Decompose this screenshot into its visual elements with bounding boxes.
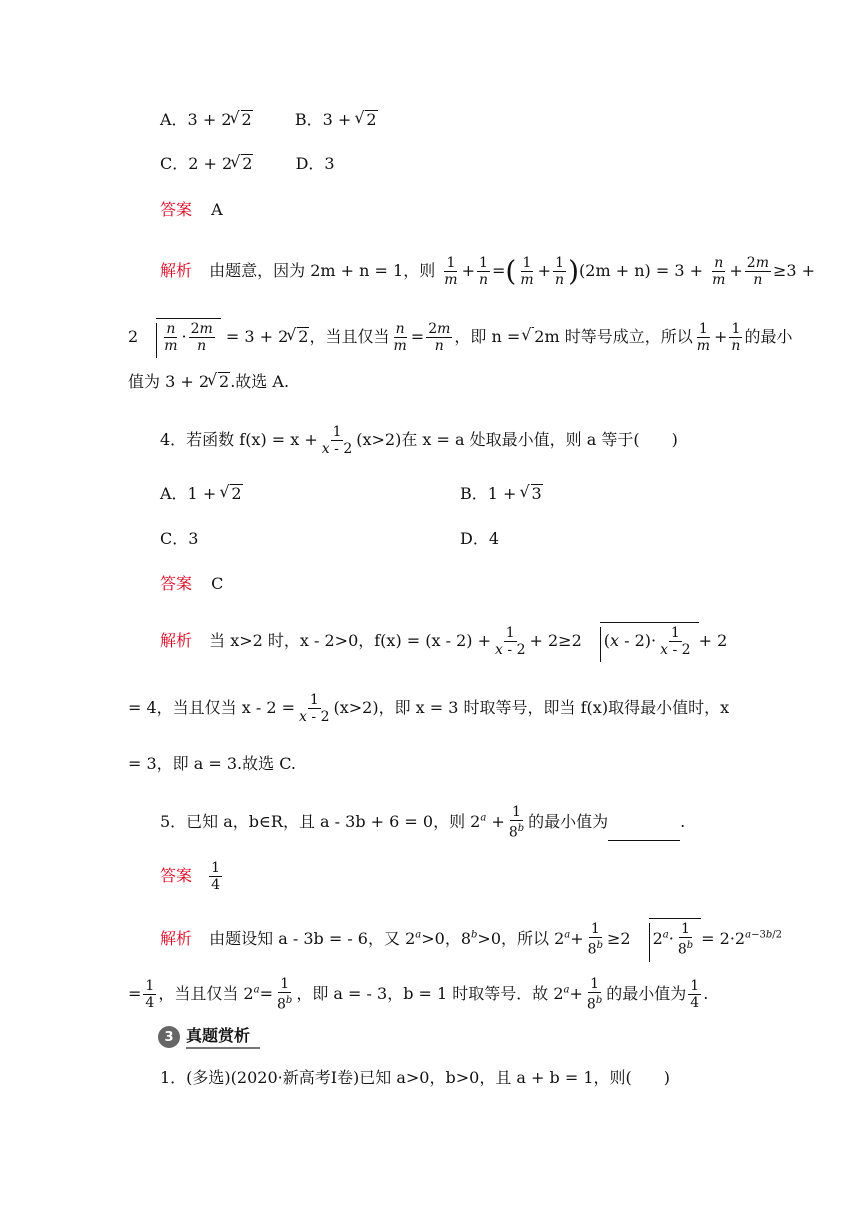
q5-analysis-text: = xyxy=(128,983,142,1003)
q3-option-b-radical: √ 2 xyxy=(365,110,377,129)
q4-answer xyxy=(160,572,734,596)
q5-analysis-text: ≥2 xyxy=(606,928,631,948)
q5-analysis-text: = xyxy=(259,983,273,1003)
radical: (x - 2)· $\frac{1}{x - 2}$ xyxy=(600,622,699,658)
q3-analysis-text: 2m 时等号成立，所以 xyxy=(534,327,693,346)
q4-stem-text: 4．若函数 f(x) = x + xyxy=(160,430,318,449)
answer-value: C xyxy=(211,574,224,593)
fraction: $\frac{2m}{n}$ xyxy=(746,255,769,288)
answer-label: 答案 xyxy=(160,200,193,219)
q3-option-b: B．3 + xyxy=(294,110,357,129)
q3-analysis-text: .故选 A. xyxy=(230,372,290,391)
q4-stem-text: (x>2)在 x = a 处取最小值，则 a 等于( ) xyxy=(356,430,678,449)
q3-analysis-line2: 2 $\frac{n}{m}$ · $\frac{2m}{n}$ = 3 + 2√ 2，当且仅当 $\frac{n}{m}$ = $\frac{2m}{n}$ ，即 n =√ 2m 时等号成立，所以 $\frac{1}{m}$ + $\frac{1}{n}$ 的最小 xyxy=(128,318,734,354)
answer-fraction: $\frac{1}{4}$ xyxy=(211,860,221,893)
radical: √ 2 xyxy=(230,484,242,503)
q3-option-c: C．2 + 2 xyxy=(160,154,233,173)
section-title: 真题赏析 xyxy=(186,1025,260,1049)
q3-analysis-text: 的最小 xyxy=(744,327,793,346)
q5-analysis-line2: = $\frac{1}{4}$ ，当且仅当 $2^a=$ $\frac{1}{8^b}$ ，即 a = - 3，b = 1 时取等号．故 $2^a+$ $\frac{1}{8^b}$ 的最小值为 $\frac{1}{4}$ . xyxy=(128,976,709,1013)
q3-analysis-line3 xyxy=(128,370,734,394)
q4-option-c: C．3 xyxy=(160,529,199,548)
q4-options-ab xyxy=(160,482,734,506)
fraction: $\frac{1}{m}$ xyxy=(520,255,534,288)
q4-stem: 4．若函数 f(x) = x + $\frac{1}{x - 2}$ (x>2)在 x = a 处取最小值，则 a 等于( ) xyxy=(160,424,678,457)
q3-option-c-radical: √ 2 xyxy=(241,154,253,173)
radical: $2^a\cdot$ $\frac{1}{8^b}$ xyxy=(649,918,702,958)
q3-options-ab xyxy=(160,108,734,132)
q5-stem: 5．已知 a，b∈R，且 a - 3b + 6 = 0，则 $2^a$ + $\frac{1}{8^b}$ 的最小值为 . xyxy=(160,804,686,841)
q4-analysis-text: = 4，当且仅当 x - 2 = xyxy=(128,698,296,717)
q3-analysis-text: = 3 + 2 xyxy=(225,327,289,346)
section-header xyxy=(158,1025,260,1049)
q3-analysis-text: ，即 n = xyxy=(454,327,521,346)
q4-analysis-line1: 解析 当 x>2 时，x - 2>0，f(x) = (x - 2) + $\frac{1}{x - 2}$ + 2≥2 (x - 2)· $\frac{1}{x - 2}$ + 2 xyxy=(160,622,734,658)
answer-label: 答案 xyxy=(160,866,193,885)
q3-option-a: A．3 + 2 xyxy=(160,110,232,129)
q4-analysis-text: + 2 xyxy=(698,631,728,650)
q5-analysis-text: >0，8 xyxy=(421,928,472,948)
real-q1-stem xyxy=(160,1066,734,1090)
q5-analysis-text: ，即 a = - 3，b = 1 时取等号．故 2 xyxy=(296,983,564,1003)
q4-options-cd xyxy=(160,527,734,551)
q5-analysis-text: 的最小值为 xyxy=(606,983,687,1003)
q5-stem-text: 的最小值为 xyxy=(528,811,609,831)
radical: √ 2 xyxy=(218,372,230,391)
q4-analysis-line2: = 4，当且仅当 x - 2 = $\frac{1}{x - 2}$ (x>2)，即 x = 3 时取等号，即当 f(x)取得最小值时，x xyxy=(128,692,730,725)
fraction: $\frac{1}{n}$ xyxy=(555,255,565,288)
q5-analysis-text: ，当且仅当 2 xyxy=(158,983,254,1003)
q5-analysis-text: >0，所以 2 xyxy=(477,928,565,948)
fraction: $\frac{n}{m}$ xyxy=(712,255,726,288)
fraction: $\frac{1}{n}$ xyxy=(478,255,489,288)
q3-options-cd xyxy=(160,152,734,176)
answer-value: A xyxy=(211,200,223,219)
fraction: $\frac{1}{m}$ xyxy=(444,255,458,288)
analysis-label: 解析 xyxy=(160,928,193,948)
q3-analysis-text: ≥3 + xyxy=(772,261,816,280)
q4-option-a: A．1 + xyxy=(160,484,222,503)
q5-analysis-text: = 2· xyxy=(701,928,735,948)
q5-analysis-text: 由题设知 a - 3b = - 6，又 2 xyxy=(209,928,416,948)
answer-blank xyxy=(608,824,680,841)
q4-analysis-text: = 3，即 a = 3.故选 C. xyxy=(128,754,296,773)
q3-analysis-text: ，当且仅当 xyxy=(309,327,390,346)
q5-analysis-line1: 解析 由题设知 a - 3b = - 6，又 $2^a>0$，$8^b>0$，所以 $2^a+$ $\frac{1}{8^b}$ ≥2 $2^a\cdot$ $\frac{1}{8^b}$ = $2\cdot 2^{a-3b/2}$ xyxy=(160,918,734,958)
q4-analysis-text: (x>2)，即 x = 3 时取等号，即当 f(x)取得最小值时，x xyxy=(333,698,730,717)
q3-analysis-text: (2m + n) = 3 + xyxy=(579,261,703,280)
answer-label: 答案 xyxy=(160,574,193,593)
q5-stem-text: 5．已知 a，b∈R，且 a - 3b + 6 = 0，则 2 xyxy=(160,811,481,831)
q4-option-b: B．1 + xyxy=(460,484,522,503)
q4-analysis-text: + 2≥2 xyxy=(529,631,582,650)
radical: $\frac{n}{m}$ · $\frac{2m}{n}$ xyxy=(156,318,221,354)
q4-option-d: D．4 xyxy=(460,529,500,548)
q3-option-a-radical: √ 2 xyxy=(241,110,253,129)
q4-analysis-text: 当 x>2 时，x - 2>0，f(x) = (x - 2) + xyxy=(209,631,492,650)
q3-option-d: D．3 xyxy=(295,154,335,173)
q3-analysis-text: 值为 3 + 2 xyxy=(128,372,210,391)
real-q1-text: 1．(多选)(2020·新高考Ⅰ卷)已知 a>0，b>0，且 a + b = 1，则( ) xyxy=(160,1068,671,1087)
q3-analysis-text: 由题意，因为 2m + n = 1，则 xyxy=(209,261,436,280)
radical: √ 3 xyxy=(531,484,543,503)
section-number-icon: 3 xyxy=(158,1026,180,1048)
q4-analysis-line3 xyxy=(128,752,734,776)
q3-answer xyxy=(160,198,734,222)
analysis-label: 解析 xyxy=(160,631,193,650)
q3-analysis-line1: 解析 由题意，因为 2m + n = 1，则 $\frac{1}{m}$ + $\frac{1}{n}$ =( $\frac{1}{m}$ + $\frac{1}{n}$ )(2m + n) = 3 + $\frac{n}{m}$ + $\frac{2m}{n}$ ≥3 + xyxy=(160,254,816,288)
q5-answer xyxy=(160,860,734,893)
analysis-label: 解析 xyxy=(160,261,193,280)
